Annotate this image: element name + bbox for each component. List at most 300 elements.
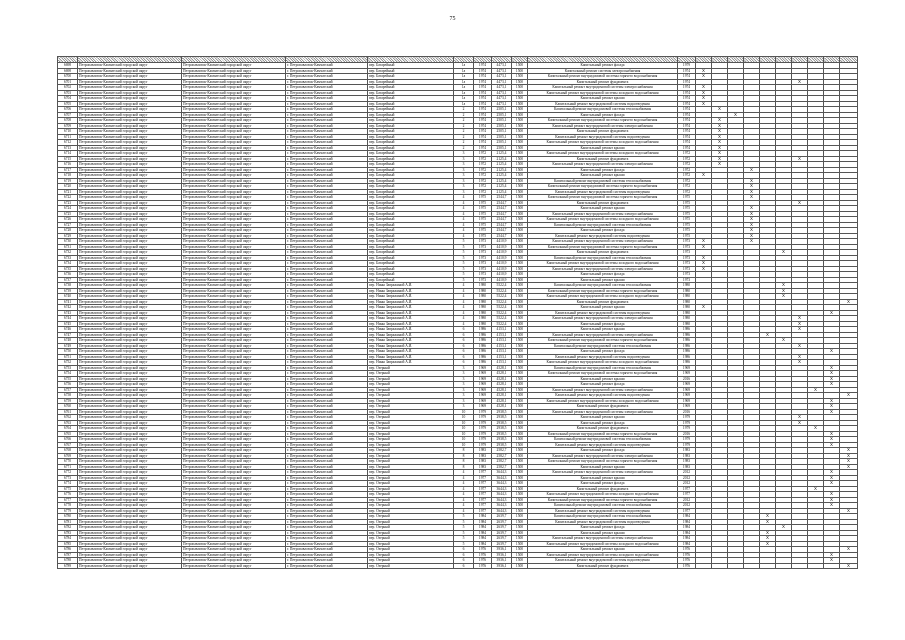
table-cell: 1984 <box>678 536 696 542</box>
table-cell: 3644,3 <box>492 481 512 487</box>
table-cell: 5 <box>454 239 474 245</box>
table-cell: 1980 <box>474 283 492 289</box>
table-cell: 1976 <box>474 547 492 553</box>
table-cell: 2012 <box>678 497 696 503</box>
table-cell: 6774 <box>58 481 78 487</box>
table-cell: 5522,4 <box>492 321 512 327</box>
table-cell: Петропавловск-Камчатский городской округ <box>78 211 182 217</box>
table-cell: 1500 <box>512 261 528 267</box>
table-cell: 6788 <box>58 558 78 564</box>
table-cell: г. Петропавловск-Камчатский <box>286 288 368 294</box>
table-cell: Петропавловск-Камчатский городской округ <box>78 167 182 173</box>
table-cell: 1984 <box>678 530 696 536</box>
table-cell: Капитальный ремонт внутридомовой системы электроснабжения <box>528 409 678 415</box>
table-cell: 2639,7 <box>492 525 512 531</box>
table-cell: 1500 <box>512 266 528 272</box>
table-cell: г. Петропавловск-Камчатский <box>286 277 368 283</box>
table-cell: 6715 <box>58 156 78 162</box>
table-cell: Капитальный ремонт крыши <box>528 376 678 382</box>
table-cell: г. Петропавловск-Камчатский <box>286 283 368 289</box>
table-cell: 1974 <box>678 107 696 113</box>
table-cell: 1972 <box>678 189 696 195</box>
table-cell: г. Петропавловск-Камчатский <box>286 118 368 124</box>
table-cell: Капитальный ремонт внутридомовой системы электроснабжения <box>528 453 678 459</box>
table-cell: 6742 <box>58 305 78 311</box>
table-cell: 6706 <box>58 107 78 113</box>
table-cell: пер. Озерный <box>368 563 454 569</box>
table-cell: Капитальный ремонт фасада <box>528 228 678 234</box>
table-cell: 6704 <box>58 96 78 102</box>
table-cell: 1977 <box>474 492 492 498</box>
table-cell: Петропавловск-Камчатский городской округ <box>182 354 286 360</box>
table-cell: 6746 <box>58 327 78 333</box>
table-cell: 6711 <box>58 134 78 140</box>
table-cell: 2544,7 <box>492 222 512 228</box>
table-cell: Петропавловск-Камчатский городской округ <box>182 525 286 531</box>
table-cell: 2582,7 <box>492 448 512 454</box>
table-cell: 1986 <box>474 327 492 333</box>
table-cell: Капитальный ремонт фундамента <box>528 486 678 492</box>
table-cell: пер. Батарейный <box>368 90 454 96</box>
table-cell: 5 <box>454 272 474 278</box>
table-cell: Петропавловск-Камчатский городской округ <box>78 63 182 69</box>
table-cell: 1500 <box>512 503 528 509</box>
table-cell: 6784 <box>58 536 78 542</box>
table-cell: 6705 <box>58 101 78 107</box>
table-cell: 1972 <box>474 167 492 173</box>
table-cell: 1500 <box>512 305 528 311</box>
table-cell: 6710 <box>58 129 78 135</box>
table-cell: 1986 <box>474 332 492 338</box>
table-cell: 2016 <box>678 376 696 382</box>
table-cell: Капитальный ремонт фасада <box>528 321 678 327</box>
table-cell: Петропавловск-Камчатский городской округ <box>78 96 182 102</box>
table-cell: г. Петропавловск-Камчатский <box>286 563 368 569</box>
table-cell: г. Петропавловск-Камчатский <box>286 90 368 96</box>
table-cell: г. Петропавловск-Камчатский <box>286 140 368 146</box>
table-cell: 1980 <box>678 288 696 294</box>
mark-cell: X <box>696 96 712 102</box>
table-cell: г. Петропавловск-Камчатский <box>286 156 368 162</box>
mark-cell: X <box>824 558 840 564</box>
table-cell: 1а <box>454 63 474 69</box>
table-cell: 1500 <box>512 134 528 140</box>
table-cell: Петропавловск-Камчатский городской округ <box>78 431 182 437</box>
table-cell: 5522,4 <box>492 288 512 294</box>
table-cell: 6775 <box>58 486 78 492</box>
table-cell: 4410,9 <box>492 239 512 245</box>
table-cell: 1972 <box>678 178 696 184</box>
table-cell: г. Петропавловск-Камчатский <box>286 299 368 305</box>
table-cell: г. Петропавловск-Камчатский <box>286 470 368 476</box>
table-cell: г. Петропавловск-Камчатский <box>286 79 368 85</box>
table-cell: 1983 <box>678 453 696 459</box>
table-cell: пер. Озерный <box>368 459 454 465</box>
table-cell: 1973 <box>474 261 492 267</box>
table-cell: 4 <box>454 481 474 487</box>
table-cell: 6707 <box>58 112 78 118</box>
table-cell: пер. Озерный <box>368 442 454 448</box>
table-cell: пер. Батарейный <box>368 255 454 261</box>
table-cell: г. Петропавловск-Камчатский <box>286 508 368 514</box>
mark-cell: X <box>824 492 840 498</box>
table-cell: 3 <box>454 162 474 168</box>
table-cell: Капитальный ремонт внутридомовой системы водоотведения <box>528 233 678 239</box>
table-cell: пер. Батарейный <box>368 129 454 135</box>
table-cell: 1974 <box>474 90 492 96</box>
table-cell: 1а <box>454 90 474 96</box>
table-cell: 3 <box>454 365 474 371</box>
table-cell: 3644,3 <box>492 475 512 481</box>
table-cell: 1500 <box>512 96 528 102</box>
table-cell: г. Петропавловск-Камчатский <box>286 404 368 410</box>
table-cell: 2125,4 <box>492 189 512 195</box>
table-cell: пер. Батарейный <box>368 228 454 234</box>
mark-cell: X <box>792 200 808 206</box>
table-cell: 4528,1 <box>492 382 512 388</box>
table-cell: 3 <box>454 404 474 410</box>
table-cell: Капитальный ремонт крыши <box>528 475 678 481</box>
table-cell: г. Петропавловск-Камчатский <box>286 558 368 564</box>
table-cell: 1974 <box>678 90 696 96</box>
table-cell: 1500 <box>512 118 528 124</box>
table-cell: 6718 <box>58 173 78 179</box>
mark-cell: X <box>712 162 728 168</box>
table-cell: 1979 <box>474 415 492 421</box>
table-cell: 1500 <box>512 228 528 234</box>
table-cell: 6773 <box>58 475 78 481</box>
table-cell: пер. Батарейный <box>368 195 454 201</box>
table-cell: Петропавловск-Камчатский городской округ <box>78 558 182 564</box>
table-cell: Капитальный ремонт внутридомовой системы теплоснабжения <box>528 437 678 443</box>
table-cell: 1500 <box>512 173 528 179</box>
table-cell: пер. Озерный <box>368 514 454 520</box>
table-cell: 4410,9 <box>492 244 512 250</box>
table-cell: Петропавловск-Камчатский городской округ <box>182 96 286 102</box>
table-cell: 2505,1 <box>492 145 512 151</box>
table-cell: пер. Батарейный <box>368 123 454 129</box>
table-cell: 1975 <box>474 211 492 217</box>
table-cell: пер. Озерный <box>368 481 454 487</box>
mark-cell: X <box>696 173 712 179</box>
table-cell: Петропавловск-Камчатский городской округ <box>78 354 182 360</box>
table-cell: Петропавловск-Камчатский городской округ <box>78 162 182 168</box>
table-cell: г. Петропавловск-Камчатский <box>286 162 368 168</box>
table-cell: Капитальный ремонт внутридомовой системы холодного водоснабжения <box>528 140 678 146</box>
table-cell: Капитальный ремонт внутридомовой системы теплоснабжения <box>528 107 678 113</box>
table-cell: 1500 <box>512 184 528 190</box>
table-cell: Петропавловск-Камчатский городской округ <box>182 195 286 201</box>
table-cell: 1984 <box>474 541 492 547</box>
table-cell: Капитальный ремонт фундамента <box>528 426 678 432</box>
table-cell: 1983 <box>474 459 492 465</box>
table-cell: Петропавловск-Камчатский городской округ <box>78 338 182 344</box>
table-cell: 1984 <box>474 514 492 520</box>
table-cell: 1986 <box>474 343 492 349</box>
table-cell: 1969 <box>678 365 696 371</box>
table-cell: пер. Озерный <box>368 541 454 547</box>
table-cell: Петропавловск-Камчатский городской округ <box>182 272 286 278</box>
table-cell: Петропавловск-Камчатский городской округ <box>182 294 286 300</box>
table-cell: Петропавловск-Камчатский городской округ <box>182 398 286 404</box>
table-cell: Петропавловск-Камчатский городской округ <box>78 134 182 140</box>
table-cell: 1983 <box>678 459 696 465</box>
mark-cell <box>776 563 792 569</box>
table-cell: 6732 <box>58 250 78 256</box>
mark-cell <box>792 563 808 569</box>
table-cell: пер. Батарейный <box>368 200 454 206</box>
table-cell: Капитальный ремонт фасада <box>528 382 678 388</box>
table-cell: пер. Озерный <box>368 492 454 498</box>
table-cell: 1974 <box>474 63 492 69</box>
table-cell: 1500 <box>512 140 528 146</box>
table-cell: Капитальный ремонт внутридомовой системы холодного водоснабжения <box>528 360 678 366</box>
table-cell: Капитальный ремонт крыши <box>528 305 678 311</box>
table-cell: г. Петропавловск-Камчатский <box>286 431 368 437</box>
table-cell: 1500 <box>512 101 528 107</box>
table-cell: 3644,3 <box>492 508 512 514</box>
table-cell: Петропавловск-Камчатский городской округ <box>78 398 182 404</box>
table-cell: 8 <box>454 459 474 465</box>
table-cell: 1а <box>454 96 474 102</box>
table-cell: Капитальный ремонт внутридомовой системы водоотведения <box>528 442 678 448</box>
table-cell: пер. Батарейный <box>368 217 454 223</box>
table-cell: 1973 <box>678 266 696 272</box>
table-cell: г. Петропавловск-Камчатский <box>286 459 368 465</box>
table-cell: 1976 <box>678 558 696 564</box>
table-cell: 1974 <box>474 123 492 129</box>
table-cell: 1984 <box>474 525 492 531</box>
table-cell: 2582,7 <box>492 453 512 459</box>
table-cell: пер. Батарейный <box>368 107 454 113</box>
table-cell: Капитальный ремонт внутридомовой системы электроснабжения <box>528 316 678 322</box>
table-cell: Петропавловск-Камчатский городской округ <box>78 261 182 267</box>
mark-cell: X <box>712 118 728 124</box>
table-cell: г. Петропавловск-Камчатский <box>286 343 368 349</box>
table-cell: пер. Озерный <box>368 558 454 564</box>
mark-cell: X <box>824 409 840 415</box>
table-cell: пер. Нины Завражиной А.И. <box>368 288 454 294</box>
table-cell: 1975 <box>474 195 492 201</box>
table-cell: 4528,1 <box>492 398 512 404</box>
table-cell: 1а <box>454 68 474 74</box>
mark-cell <box>808 563 824 569</box>
table-cell: г. Петропавловск-Камчатский <box>286 481 368 487</box>
table-cell: г. Петропавловск-Камчатский <box>286 338 368 344</box>
table-cell: 1979 <box>678 442 696 448</box>
mark-cell: X <box>824 365 840 371</box>
table-cell: 1973 <box>474 266 492 272</box>
table-cell: 1500 <box>512 233 528 239</box>
table-cell: г. Петропавловск-Камчатский <box>286 173 368 179</box>
table-cell: 3 <box>454 376 474 382</box>
table-cell: пер. Батарейный <box>368 101 454 107</box>
mark-cell: X <box>744 239 760 245</box>
table-cell: г. Петропавловск-Камчатский <box>286 437 368 443</box>
table-cell: Капитальный ремонт внутридомовой системы электроснабжения <box>528 470 678 476</box>
table-cell: Капитальный ремонт внутридомовой системы горячего водоснабжения <box>528 371 678 377</box>
table-cell: пер. Озерный <box>368 409 454 415</box>
table-cell: 6698 <box>58 68 78 74</box>
table-cell: Капитальный ремонт фундамента <box>528 79 678 85</box>
table-cell: Капитальный ремонт внутридомовой системы электроснабжения <box>528 536 678 542</box>
table-cell: г. Петропавловск-Камчатский <box>286 85 368 91</box>
table-cell: 4 <box>454 470 474 476</box>
table-cell: г. Петропавловск-Камчатский <box>286 184 368 190</box>
mark-cell: X <box>792 156 808 162</box>
mark-cell <box>824 563 840 569</box>
table-cell: Капитальный ремонт внутридомовой системы электроснабжения <box>528 239 678 245</box>
table-cell: 1977 <box>474 503 492 509</box>
table-cell: Петропавловск-Камчатский городской округ <box>182 530 286 536</box>
table-cell: 6757 <box>58 387 78 393</box>
table-cell: Петропавловск-Камчатский городской округ <box>78 195 182 201</box>
table-cell: 2544,7 <box>492 217 512 223</box>
table-cell: 2544,7 <box>492 195 512 201</box>
table-cell: 6761 <box>58 409 78 415</box>
table-cell: Петропавловск-Камчатский городской округ <box>182 123 286 129</box>
table-cell: 1977 <box>678 492 696 498</box>
table-cell: 1500 <box>512 415 528 421</box>
table-cell: 4 <box>454 200 474 206</box>
table-cell: Капитальный ремонт внутридомовой системы горячего водоснабжения <box>528 244 678 250</box>
mark-cell: X <box>776 288 792 294</box>
table-cell: 4 <box>454 321 474 327</box>
mark-cell: X <box>712 145 728 151</box>
table-cell: Петропавловск-Камчатский городской округ <box>78 189 182 195</box>
table-cell: 6702 <box>58 85 78 91</box>
table-cell: 1984 <box>678 525 696 531</box>
table-cell: Петропавловск-Камчатский городской округ <box>78 112 182 118</box>
table-cell: Петропавловск-Камчатский городской округ <box>182 107 286 113</box>
table-cell: г. Петропавловск-Камчатский <box>286 63 368 69</box>
table-cell: Капитальный ремонт фундамента <box>528 404 678 410</box>
table-cell: 1986 <box>678 343 696 349</box>
table-cell: 2505,1 <box>492 134 512 140</box>
table-cell: 4153,1 <box>492 360 512 366</box>
table-cell: 1975 <box>678 206 696 212</box>
table-cell: Петропавловск-Камчатский городской округ <box>182 492 286 498</box>
table-cell: 6729 <box>58 233 78 239</box>
table-cell: 3 <box>454 184 474 190</box>
table-cell: 2 <box>454 140 474 146</box>
table-cell: 2505,1 <box>492 118 512 124</box>
table-cell: пер. Нины Завражиной А.И. <box>368 299 454 305</box>
table-cell: 1972 <box>678 151 696 157</box>
table-cell: Петропавловск-Камчатский городской округ <box>182 305 286 311</box>
table-cell: 3936,1 <box>492 552 512 558</box>
table-cell: 1973 <box>678 250 696 256</box>
table-cell: 1500 <box>512 299 528 305</box>
table-cell: Капитальный ремонт внутридомовой системы электроснабжения <box>528 85 678 91</box>
table-cell: 2938,5 <box>492 431 512 437</box>
table-cell: 1969 <box>474 376 492 382</box>
table-cell: Петропавловск-Камчатский городской округ <box>78 145 182 151</box>
table-cell: 1972 <box>678 167 696 173</box>
table-cell: г. Петропавловск-Камчатский <box>286 305 368 311</box>
table-cell: 4 <box>454 233 474 239</box>
table-cell: пер. Озерный <box>368 552 454 558</box>
table-cell: пер. Батарейный <box>368 167 454 173</box>
table-cell: г. Петропавловск-Камчатский <box>286 497 368 503</box>
table-cell: 1979 <box>474 431 492 437</box>
table-cell: 1980 <box>474 310 492 316</box>
table-cell: 1500 <box>512 349 528 355</box>
table-cell: пер. Нины Завражиной А.И. <box>368 321 454 327</box>
table-cell: пер. Батарейный <box>368 272 454 278</box>
table-cell: 1500 <box>512 63 528 69</box>
table-cell: Капитальный ремонт фундамента <box>528 299 678 305</box>
table-cell: пер. Озерный <box>368 371 454 377</box>
table-cell: 4410,9 <box>492 261 512 267</box>
table-cell: 1975 <box>474 233 492 239</box>
table-cell: Петропавловск-Камчатский городской округ <box>182 173 286 179</box>
table-cell: 1975 <box>474 200 492 206</box>
mark-cell: X <box>840 459 858 465</box>
table-cell: Петропавловск-Камчатский городской округ <box>182 376 286 382</box>
table-cell: 1500 <box>512 294 528 300</box>
table-cell: Петропавловск-Камчатский городской округ <box>78 563 182 569</box>
table-cell: Капитальный ремонт внутридомовой системы теплоснабжения <box>528 343 678 349</box>
table-cell: 1974 <box>678 140 696 146</box>
table-cell: 1500 <box>512 151 528 157</box>
table-cell: 2639,7 <box>492 530 512 536</box>
table-cell: Петропавловск-Камчатский городской округ <box>78 519 182 525</box>
table-cell: Петропавловск-Камчатский городской округ <box>182 459 286 465</box>
table-cell: Капитальный ремонт фасада <box>528 420 678 426</box>
mark-cell: X <box>696 261 712 267</box>
table-cell: Капитальный ремонт внутридомовой системы водоотведения <box>528 101 678 107</box>
table-cell: пер. Озерный <box>368 503 454 509</box>
table-cell: 6747 <box>58 332 78 338</box>
table-cell: 6756 <box>58 382 78 388</box>
table-cell: Петропавловск-Камчатский городской округ <box>78 426 182 432</box>
table-cell: Капитальный ремонт крыши <box>528 327 678 333</box>
table-cell: пер. Батарейный <box>368 250 454 256</box>
table-cell: 4528,1 <box>492 365 512 371</box>
table-cell: 4 <box>454 299 474 305</box>
table-cell: 6716 <box>58 162 78 168</box>
table-cell: 1500 <box>512 68 528 74</box>
table-cell: 1977 <box>678 486 696 492</box>
table-cell: пер. Батарейный <box>368 189 454 195</box>
table-cell: г. Петропавловск-Камчатский <box>286 393 368 399</box>
table-cell: пер. Нины Завражиной А.И. <box>368 294 454 300</box>
table-cell: Петропавловск-Камчатский городской округ <box>182 343 286 349</box>
table-cell: Петропавловск-Камчатский городской округ <box>78 415 182 421</box>
table-cell: Петропавловск-Камчатский городской округ <box>182 129 286 135</box>
table-cell: Петропавловск-Камчатский городской округ <box>182 448 286 454</box>
table-cell: Капитальный ремонт внутридомовой системы горячего водоснабжения <box>528 184 678 190</box>
mark-cell: X <box>776 283 792 289</box>
table-cell: Петропавловск-Камчатский городской округ <box>182 327 286 333</box>
table-cell: 6743 <box>58 310 78 316</box>
table-cell: Петропавловск-Камчатский городской округ <box>182 508 286 514</box>
table-cell: пер. Нины Завражиной А.И. <box>368 310 454 316</box>
table-cell: Петропавловск-Камчатский городской округ <box>78 239 182 245</box>
table-cell: 4473,1 <box>492 63 512 69</box>
table-cell: г. Петропавловск-Камчатский <box>286 189 368 195</box>
mark-cell: X <box>840 453 858 459</box>
table-cell: г. Петропавловск-Камчатский <box>286 222 368 228</box>
table-cell: 4473,1 <box>492 90 512 96</box>
table-cell: 4 <box>454 305 474 311</box>
table-cell: г. Петропавловск-Камчатский <box>286 371 368 377</box>
table-cell: Капитальный ремонт внутридомовой системы водоотведения <box>528 393 678 399</box>
table-cell: г. Петропавловск-Камчатский <box>286 349 368 355</box>
table-cell: Петропавловск-Камчатский городской округ <box>182 437 286 443</box>
table-cell: г. Петропавловск-Камчатский <box>286 376 368 382</box>
